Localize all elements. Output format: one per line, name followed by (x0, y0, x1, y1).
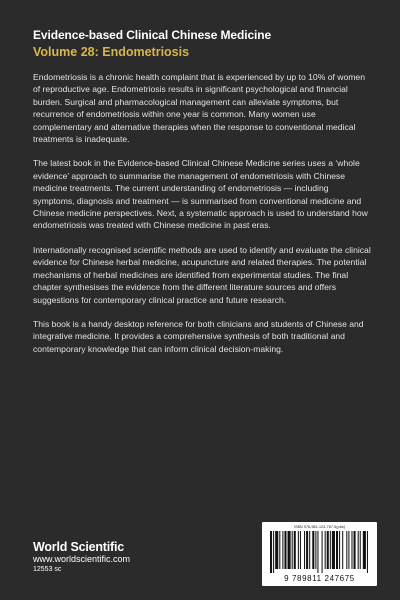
blurb-text (33, 71, 371, 367)
barcode-icon (270, 531, 369, 573)
blurb-paragraph: This book is a handy desktop reference for both clinicians and students of Chinese and integrative medicine. It provides a comprehensive synthesis of both traditional and contemporary knowledge that can inform clinical decision-making. (33, 318, 364, 354)
blurb-paragraph: Internationally recognised scientific methods are used to identify and evaluate the clinical evidence for Chinese herbal medicine, acupuncture and related therapies. The potential mechanisms of herbal medicines are identified from experimental studies. The final chapter synthesises the evidence from the different literature sources and offers suggestions for contemporary clinical practice and future research. (33, 244, 371, 305)
blurb-paragraph: Endometriosis is a chronic health complaint that is experienced by up to 10% of women of reproductive age. Endometriosis results in significant psychological and financial burden. Surgical and pharmacological management can alleviate symptoms, but recurrence of endometriosis within one year is common. Many women use complementary and alternative therapies when the response to conventional medical treatments is inadequate. (33, 72, 365, 145)
barcode-digits: 9 789811 247675 (284, 574, 355, 583)
publisher-url: www.worldscientific.com (33, 554, 131, 564)
barcode-panel (262, 522, 377, 586)
publisher-block (33, 540, 233, 575)
isbn-label: ISBN 978-981-124-767-5(pbk) (293, 525, 346, 529)
publisher-code: 12553 sc (33, 566, 62, 573)
volume-title: Volume 28: Endometriosis (33, 45, 190, 59)
blurb-paragraph: The latest book in the Evidence-based Clinical Chinese Medicine series uses a ‘whole evidence’ approach to summarise the management of endometriosis with Chinese medicine treatments. The current understanding of endometriosis — including symptoms, diagnosis and treatment — is summarised from conventional medicine and Chinese medicine perspectives. Next, a systematic approach is used to understand how endometriosis was treated with Chinese medicine in past eras. (33, 158, 368, 231)
series-title: Evidence-based Clinical Chinese Medicine (33, 28, 272, 42)
publisher-name: World Scientific (33, 540, 125, 554)
cover-header (33, 28, 373, 60)
